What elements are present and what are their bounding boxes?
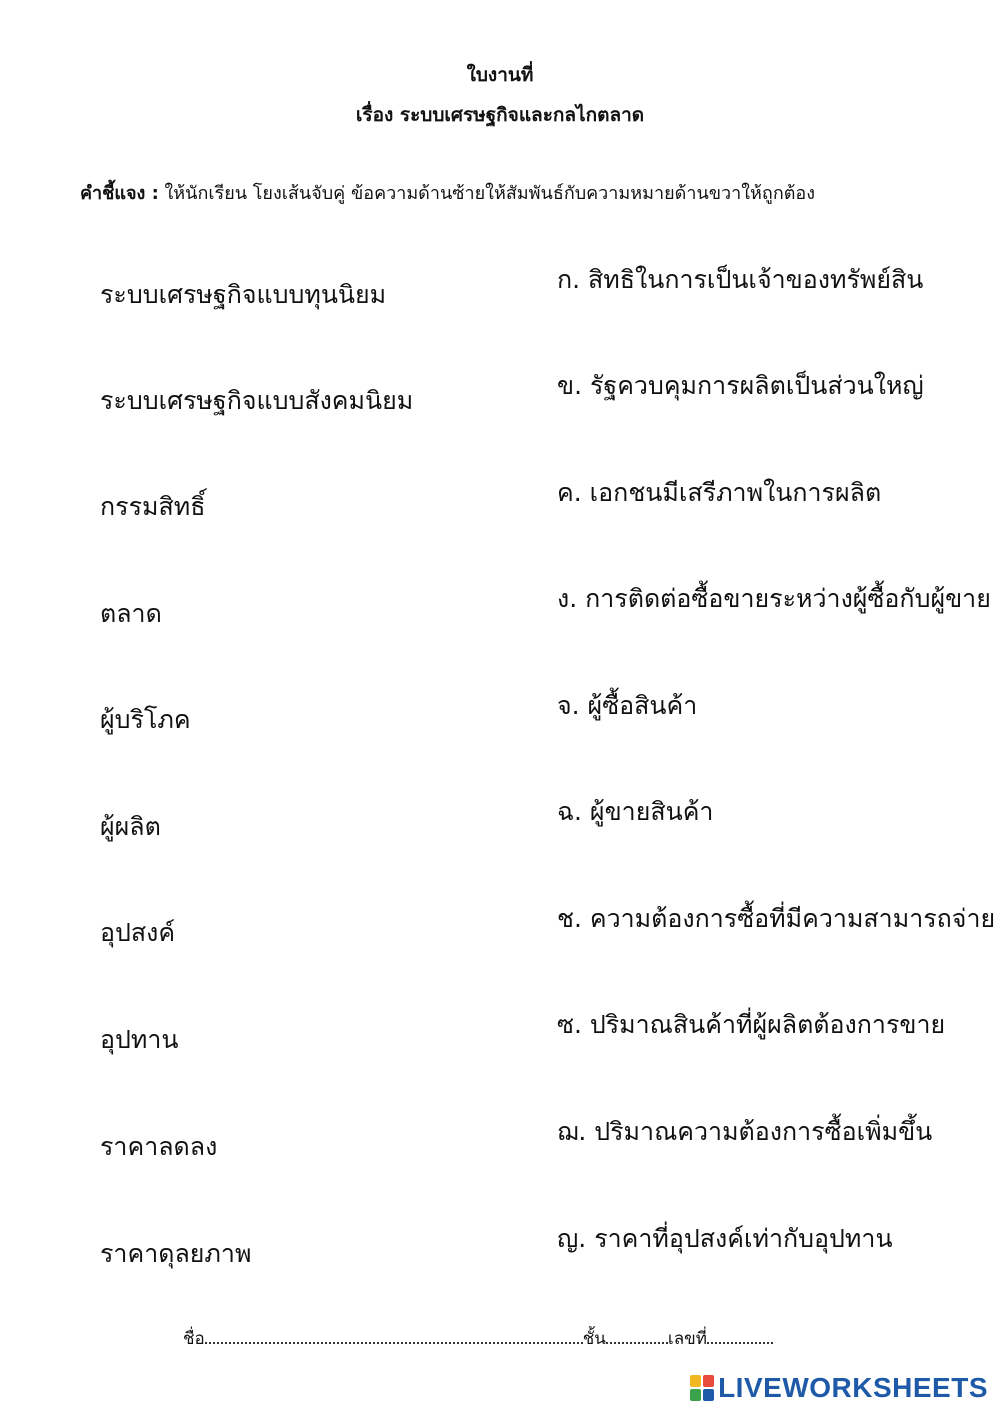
left-item-6[interactable]: ผู้ผลิต bbox=[100, 812, 161, 841]
left-item-5[interactable]: ผู้บริโภค bbox=[100, 705, 191, 734]
instructions-text: ให้นักเรียน โยงเส้นจับคู่ ข้อความด้านซ้ายให้สัมพันธ์กับความหมายด้านขวาให้ถูกต้อง bbox=[164, 183, 816, 204]
left-item-1[interactable]: ระบบเศรษฐกิจแบบทุนนิยม bbox=[100, 280, 387, 309]
right-item-2[interactable]: ข. รัฐควบคุมการผลิตเป็นส่วนใหญ่ bbox=[557, 371, 924, 400]
name-label: ชื่อ bbox=[183, 1329, 205, 1349]
left-item-9[interactable]: ราคาลดลง bbox=[100, 1132, 218, 1161]
number-blank[interactable] bbox=[707, 1328, 773, 1344]
left-item-8[interactable]: อุปทาน bbox=[100, 1025, 179, 1054]
right-item-3[interactable]: ค. เอกชนมีเสรีภาพในการผลิต bbox=[557, 478, 882, 507]
right-item-1[interactable]: ก. สิทธิในการเป็นเจ้าของทรัพย์สิน bbox=[557, 265, 924, 294]
student-info-line bbox=[183, 1325, 773, 1352]
right-item-8[interactable]: ซ. ปริมาณสินค้าที่ผู้ผลิตต้องการขาย bbox=[557, 1010, 946, 1039]
class-blank[interactable] bbox=[606, 1328, 668, 1344]
left-item-2[interactable]: ระบบเศรษฐกิจแบบสังคมนิยม bbox=[100, 386, 414, 415]
right-item-4[interactable]: ง. การติดต่อซื้อขายระหว่างผู้ซื้อกับผู้ขาย bbox=[557, 584, 991, 613]
number-label: เลขที่ bbox=[667, 1329, 707, 1349]
right-item-6[interactable]: ฉ. ผู้ขายสินค้า bbox=[557, 797, 714, 826]
right-item-5[interactable]: จ. ผู้ซื้อสินค้า bbox=[557, 691, 698, 720]
worksheet-subtitle: เรื่อง ระบบเศรษฐกิจและกลไกตลาด bbox=[355, 104, 645, 126]
left-item-10[interactable]: ราคาดุลยภาพ bbox=[100, 1239, 252, 1268]
instructions bbox=[80, 178, 815, 207]
liveworksheets-brand bbox=[690, 1372, 988, 1404]
left-item-4[interactable]: ตลาด bbox=[100, 599, 162, 628]
left-item-7[interactable]: อุปสงค์ bbox=[100, 918, 176, 947]
right-item-9[interactable]: ฌ. ปริมาณความต้องการซื้อเพิ่มขึ้น bbox=[557, 1117, 933, 1146]
instructions-label: คำชี้แจง : bbox=[80, 183, 159, 204]
left-item-3[interactable]: กรรมสิทธิ์ bbox=[100, 492, 206, 521]
worksheet-title: ใบงานที่ bbox=[466, 64, 534, 86]
name-blank[interactable] bbox=[205, 1328, 583, 1344]
brand-text: LIVEWORKSHEETS bbox=[718, 1372, 988, 1403]
liveworksheets-logo-icon bbox=[690, 1375, 714, 1401]
class-label: ชั้น bbox=[582, 1329, 606, 1349]
right-item-10[interactable]: ญ. ราคาที่อุปสงค์เท่ากับอุปทาน bbox=[557, 1224, 893, 1253]
right-item-7[interactable]: ช. ความต้องการซื้อที่มีความสามารถจ่าย bbox=[557, 904, 996, 933]
